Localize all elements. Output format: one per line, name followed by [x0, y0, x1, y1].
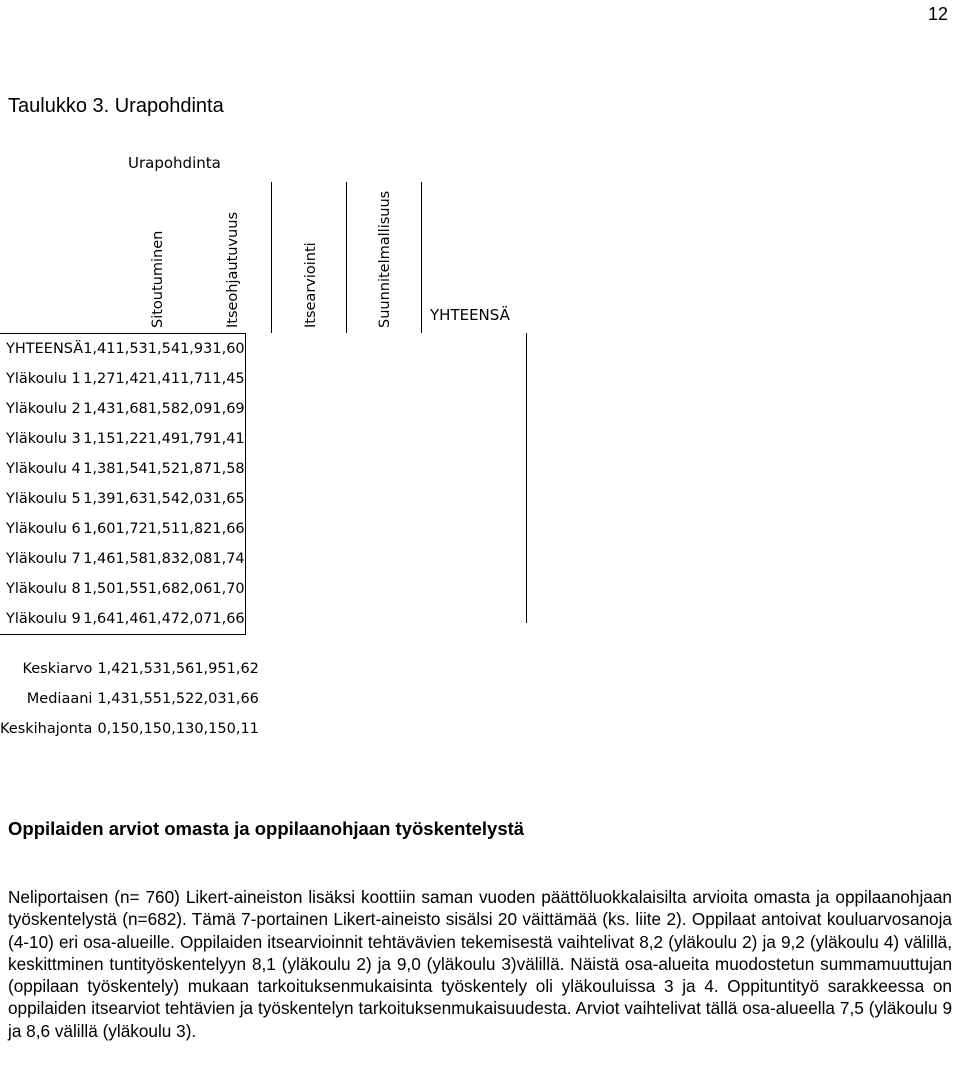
table-row: [0, 334, 245, 365]
table-cell: 1,64: [83, 604, 115, 635]
table-cell: 0,15: [129, 721, 163, 737]
body-paragraph: Neliportaisen (n= 760) Likert-aineiston lisäksi koottiin saman vuoden päättöluokkalaisilta arvioita omasta ja oppilaanohjaan työskentelystä (n=682). Tämä 7-portainen Likert-aineisto sisälsi 20 väittämää (ks. liite 2). Oppilaat antoivat kouluarvosanoja (4-10) eri osa-alueille. Oppilaiden itsearvioinnit tehtävävien tekemisestä vaihtelivat 8,2 (yläkoulu 2) ja 9,2 (yläkoulu 4) välillä, keskittminen tuntityöskentelyyn 8,1 (yläkoulu 2) ja 9,0 (yläkoulu 3)välillä. Näistä osa-alueita muodostetun summamuuttujan (oppilaan työskentely) mukaan tarkoituksenmukaisinta työskentely oli yläkouluissa 3 ja 4. Oppituntityö sarakkeessa on oppilaiden itsearviot tehtävien ja työskentelyn tarkoituksenmukaisuudesta. Arviot vaihtelivat tällä osa-alueella 7,5 (yläkoulu 9 ja 8,6 välillä (yläkoulu 3).: [8, 887, 952, 1041]
table-cell: 1,46: [115, 604, 147, 635]
table-cell: 1,87: [180, 461, 213, 477]
table-cell: 0,13: [162, 721, 195, 737]
table-cell: 1,74: [212, 544, 245, 574]
row-label: Yläkoulu 6: [6, 521, 81, 537]
table-cell: 1,72: [115, 521, 148, 537]
table-cell: 1,62: [226, 661, 259, 677]
column-header-suunnitelmallisuus: Suunnitelmallisuus: [377, 190, 393, 328]
table-row: [0, 544, 245, 574]
row-label: YHTEENSÄ: [0, 334, 83, 365]
table-cell: 1,82: [180, 521, 213, 537]
column-header-yhteensa: YHTEENSÄ: [430, 306, 510, 324]
table-cell: 2,03: [180, 491, 213, 507]
table-cell: 1,51: [147, 521, 181, 537]
table-cell: 1,93: [180, 334, 212, 365]
group-header: Urapohdinta: [128, 154, 221, 172]
table-cell: 1,70: [212, 574, 245, 604]
table-row: [0, 514, 245, 544]
row-label: Yläkoulu 8: [6, 581, 81, 597]
table-cell: 1,58: [212, 454, 245, 484]
stats-grid: [0, 654, 259, 744]
table-cell: 1,47: [148, 604, 180, 635]
table-row: [0, 684, 259, 714]
row-label: Yläkoulu 2: [6, 401, 81, 417]
table-cell: 1,38: [83, 461, 116, 477]
row-label: Keskiarvo: [22, 661, 93, 677]
table-cell: 1,68: [115, 401, 148, 417]
table-cell: 0,15: [97, 721, 130, 737]
table-cell: 2,06: [180, 581, 213, 597]
table-cell: 1,58: [147, 401, 181, 417]
table-cell: 1,53: [115, 334, 147, 365]
table-cell: 1,79: [180, 431, 213, 447]
table-cell: 1,41: [147, 371, 181, 387]
table-cell: 1,52: [162, 691, 195, 707]
table-cell: 1,54: [115, 461, 148, 477]
table-cell: 2,08: [180, 551, 213, 567]
column-header-itsearviointi: Itsearviointi: [303, 242, 319, 328]
table-row: [0, 484, 245, 514]
table-cell: 1,15: [83, 431, 116, 447]
table-cell: 0,15: [194, 721, 227, 737]
table-cell: 1,63: [115, 491, 148, 507]
table-cell: 1,42: [97, 661, 130, 677]
table-cell: 1,55: [115, 581, 148, 597]
table-cell: 1,68: [147, 581, 181, 597]
table-cell: 1,27: [83, 371, 116, 387]
table-cell: 1,69: [212, 394, 245, 424]
table-caption: Taulukko 3. Urapohdinta: [8, 95, 224, 117]
table-cell: 1,53: [129, 661, 163, 677]
table-cell: 1,71: [180, 371, 213, 387]
table-cell: 1,58: [115, 551, 148, 567]
table-cell: 1,56: [162, 661, 195, 677]
table-cell: 1,60: [83, 521, 116, 537]
table-cell: 1,43: [97, 691, 130, 707]
table-cell: 1,54: [147, 491, 181, 507]
table-cell: 1,83: [147, 551, 181, 567]
table-cell: 2,07: [180, 604, 212, 635]
table-cell: 1,49: [147, 431, 181, 447]
table-row: [0, 364, 245, 394]
table-cell: 1,43: [83, 401, 116, 417]
table-row: [0, 714, 259, 744]
table-cell: 1,41: [83, 334, 115, 365]
table-cell: 1,46: [83, 551, 116, 567]
table-cell: 1,22: [115, 431, 148, 447]
table-cell: 1,66: [212, 514, 245, 544]
table-row: [0, 394, 245, 424]
table-row: [0, 604, 245, 635]
table-cell: 1,66: [212, 604, 245, 635]
table-row: [0, 654, 259, 684]
row-label: Yläkoulu 9: [0, 604, 83, 635]
table-cell: 1,65: [212, 484, 245, 514]
column-header-itseohjautuvuus: Itseohjautuvuus: [225, 212, 241, 328]
row-label: Mediaani: [26, 691, 93, 707]
row-label: Yläkoulu 1: [6, 371, 81, 387]
page-number: 12: [927, 4, 948, 24]
table-cell: 1,60: [212, 334, 245, 365]
table-cell: 1,52: [147, 461, 181, 477]
row-label: Yläkoulu 7: [6, 551, 81, 567]
table-cell: 0,11: [226, 721, 259, 737]
table-cell: 1,95: [194, 661, 227, 677]
table-cell: 1,39: [83, 491, 116, 507]
table-cell: 1,45: [212, 364, 245, 394]
table-cell: 2,09: [180, 401, 213, 417]
table-row: [0, 454, 245, 484]
table-cell: 1,54: [148, 334, 180, 365]
table-cell: 1,42: [115, 371, 148, 387]
table-cell: 2,03: [194, 691, 227, 707]
section-title: Oppilaiden arviot omasta ja oppilaanohjaan työskentelystä: [8, 818, 525, 839]
row-label: Yläkoulu 5: [6, 491, 81, 507]
row-label: Keskihajonta: [0, 721, 93, 737]
table-cell: 1,50: [83, 581, 116, 597]
column-header-sitoutuminen: Sitoutuminen: [150, 230, 166, 328]
table-cell: 1,41: [212, 424, 245, 454]
data-grid: [0, 333, 246, 635]
table-row: [0, 424, 245, 454]
table-cell: 1,55: [129, 691, 163, 707]
table-row: [0, 574, 245, 604]
row-label: Yläkoulu 3: [6, 431, 81, 447]
table-cell: 1,66: [226, 691, 259, 707]
row-label: Yläkoulu 4: [6, 461, 81, 477]
